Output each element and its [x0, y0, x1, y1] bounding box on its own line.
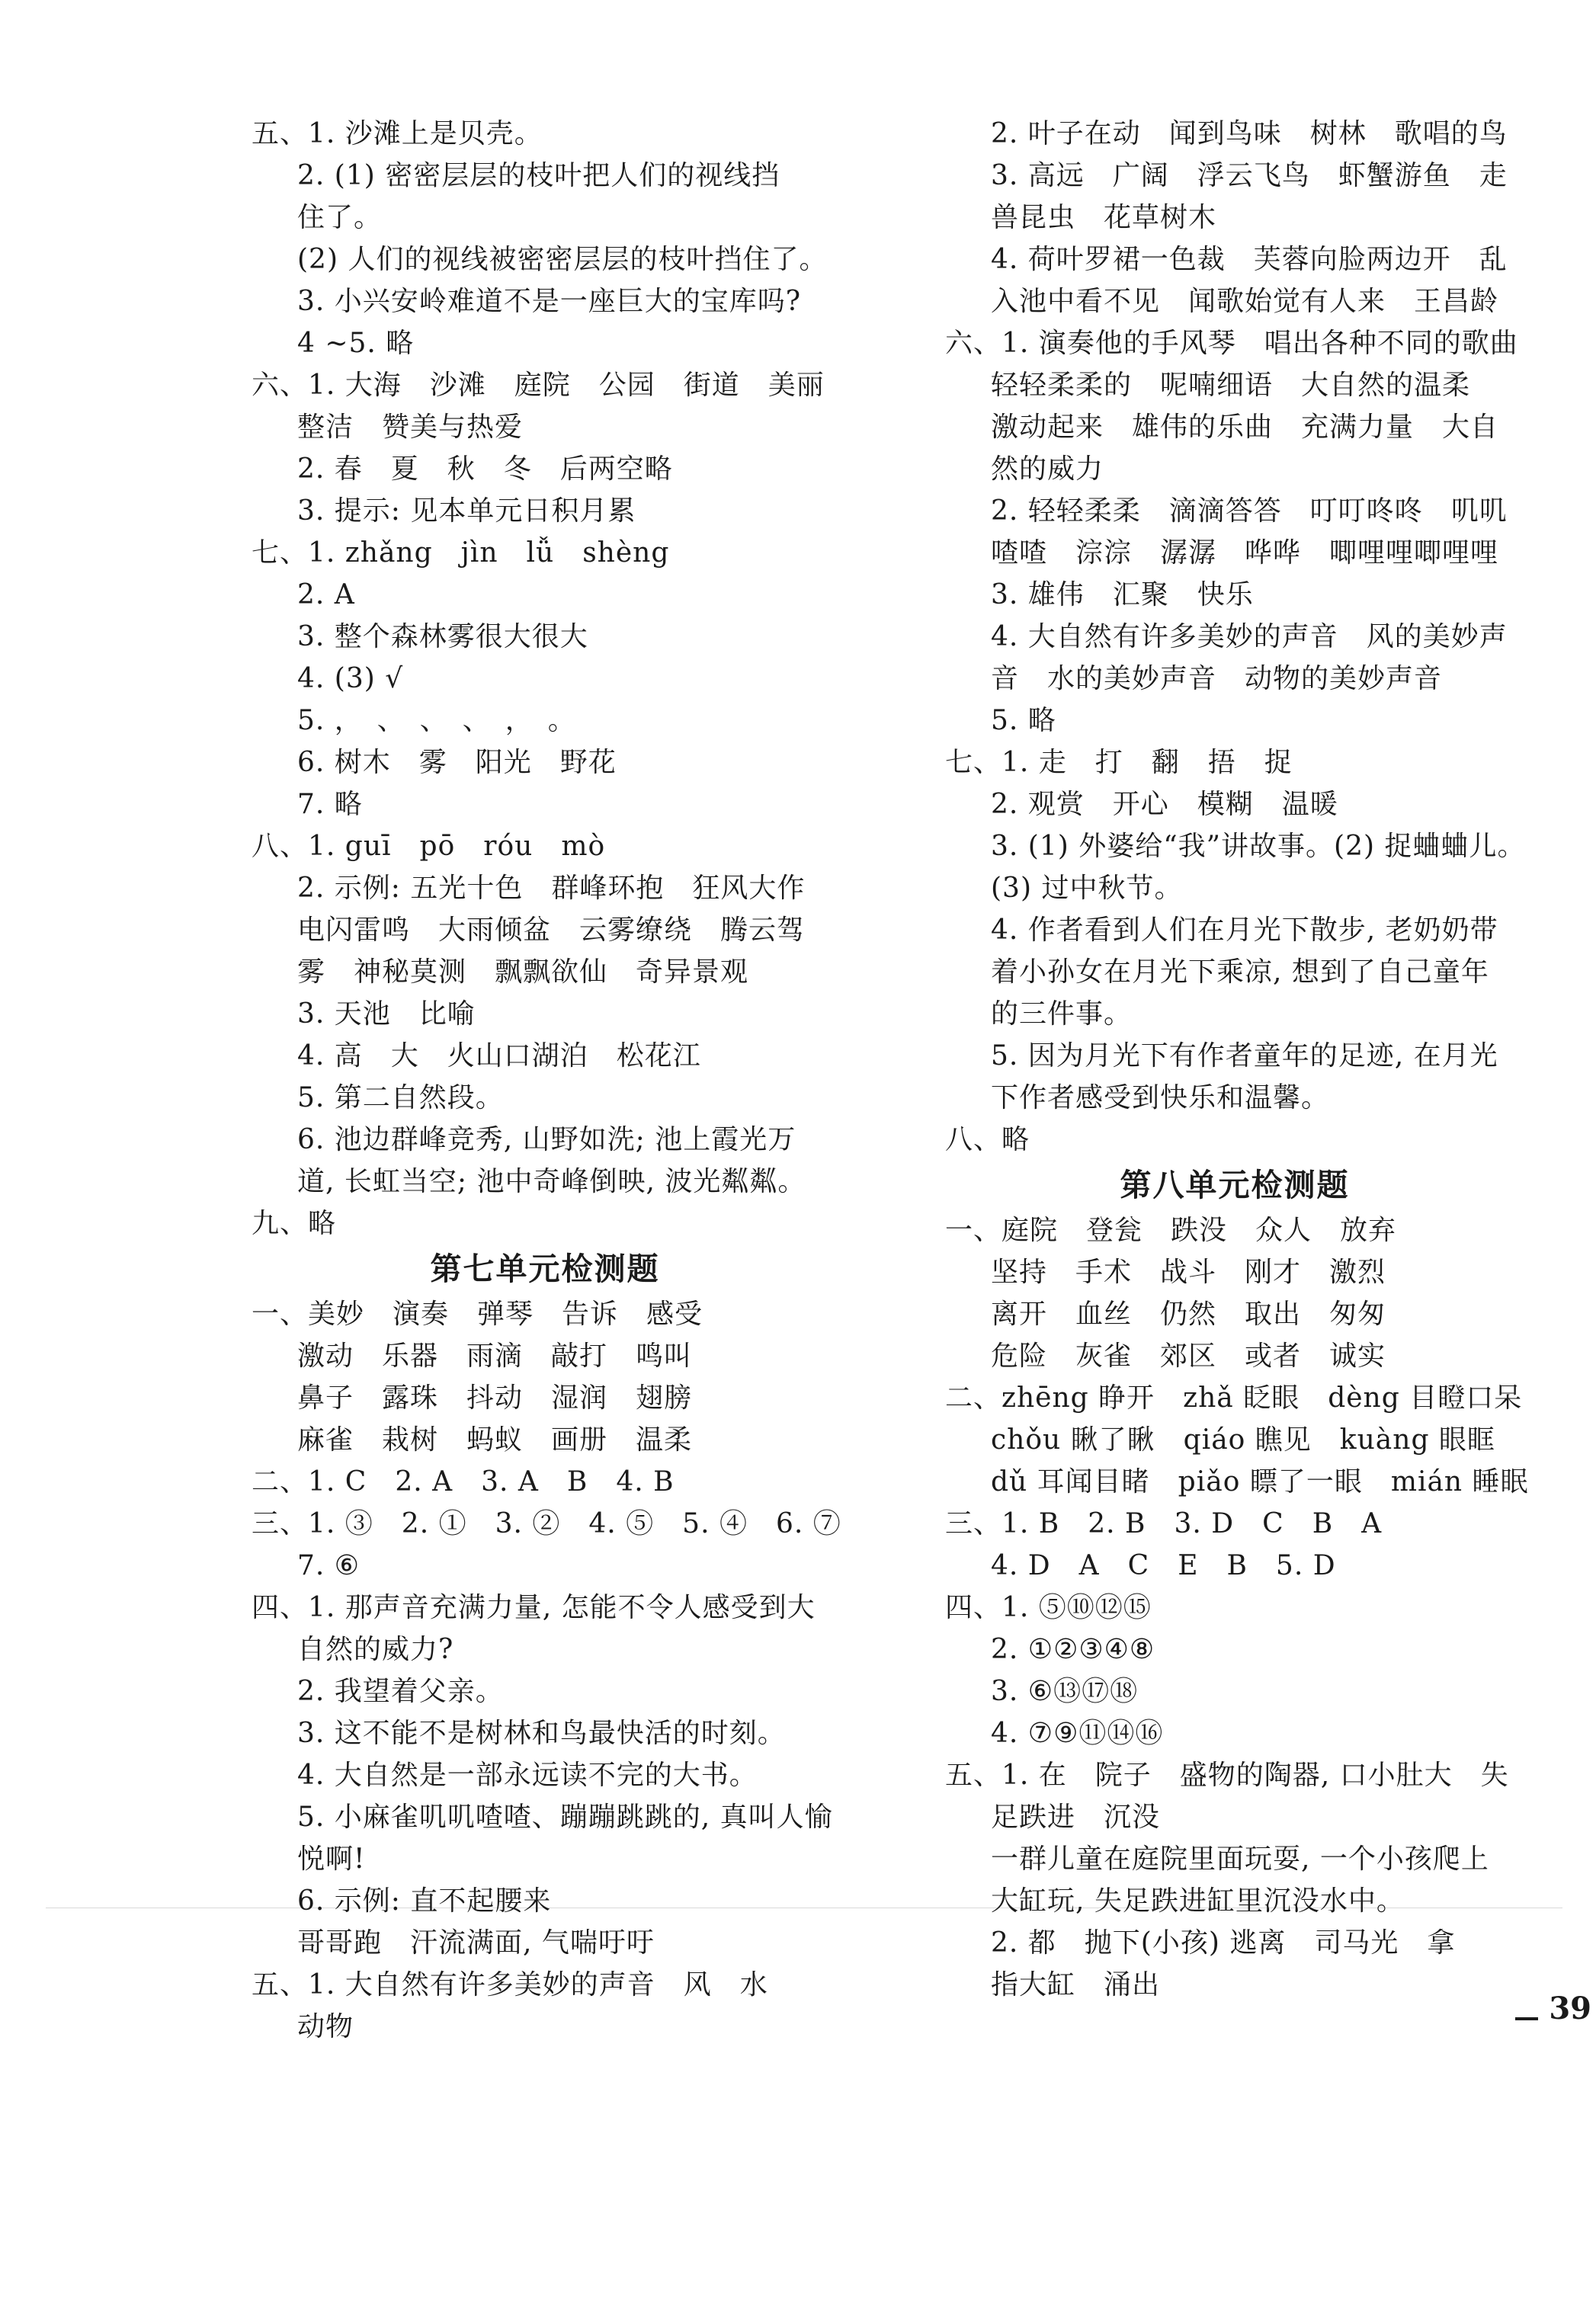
answer-line: 自然的威力? — [297, 1634, 454, 1665]
answer-line: 麻雀 栽树 蚂蚁 画册 温柔 — [297, 1424, 693, 1456]
answer-line: 3. 高远 广阔 浮云飞鸟 虾蟹游鱼 走 — [991, 160, 1508, 191]
answer-line: 3. 这不能不是树林和鸟最快活的时刻。 — [297, 1718, 786, 1749]
answer-line: 4. D A C E B 5. D — [991, 1550, 1336, 1581]
answer-line: 音 水的美妙声音 动物的美妙声音 — [991, 663, 1443, 694]
answer-line: 九、略 — [252, 1208, 337, 1239]
answer-line: 2. ①②③④⑧ — [991, 1634, 1155, 1665]
page-number: 39 — [1549, 1991, 1591, 2026]
answer-line: 5. 小麻雀叽叽喳喳、蹦蹦跳跳的, 真叫人愉 — [297, 1802, 833, 1833]
answer-line: 4. 高 大 火山口湖泊 松花江 — [297, 1040, 701, 1072]
answer-line: 3. 小兴安岭难道不是一座巨大的宝库吗? — [297, 286, 802, 317]
answer-line: 2. 观赏 开心 模糊 温暖 — [991, 789, 1338, 820]
answer-line: 2. 示例: 五光十色 群峰环抱 狂风大作 — [297, 873, 806, 904]
answer-line: 五、1. 沙滩上是贝壳。 — [252, 118, 543, 149]
answer-line: 2. (1) 密密层层的枝叶把人们的视线挡 — [297, 160, 780, 191]
answer-line: 3. 提示: 见本单元日积月累 — [297, 495, 636, 527]
answer-line: 一群儿童在庭院里面玩耍, 一个小孩爬上 — [991, 1844, 1489, 1875]
answer-line: 整洁 赞美与热爱 — [297, 412, 524, 443]
answer-line: 2. A — [297, 579, 355, 610]
answer-line: 7. ⑥ — [297, 1550, 361, 1581]
answer-line: 鼻子 露珠 抖动 湿润 翅膀 — [297, 1382, 693, 1414]
answer-line: 悦啊! — [297, 1844, 366, 1875]
answer-line: 3. (1) 外婆给“我”讲故事。(2) 捉蛐蛐儿。 — [991, 831, 1526, 862]
answer-line: 2. 我望着父亲。 — [297, 1676, 504, 1707]
answer-line: 七、1. 走 打 翻 捂 捉 — [945, 747, 1293, 778]
answer-line: 6. 池边群峰竞秀, 山野如洗; 池上霞光万 — [297, 1124, 796, 1155]
answer-line: 3. 雄伟 汇聚 快乐 — [991, 579, 1254, 610]
answer-line: 5. 因为月光下有作者童年的足迹, 在月光 — [991, 1040, 1498, 1072]
answer-line: (3) 过中秋节。 — [991, 873, 1183, 904]
answer-line: 道, 长虹当空; 池中奇峰倒映, 波光粼粼。 — [297, 1166, 806, 1197]
answer-line: 入池中看不见 闻歌始觉有人来 王昌龄 — [991, 286, 1499, 317]
answer-line: 2. 都 抛下(小孩) 逃离 司马光 拿 — [991, 1927, 1456, 1959]
answer-line: 大缸玩, 失足跌进缸里沉没水中。 — [991, 1885, 1405, 1917]
answer-line: 六、1. 演奏他的手风琴 唱出各种不同的歌曲 — [945, 328, 1518, 359]
answer-line: 离开 血丝 仍然 取出 匆匆 — [991, 1299, 1386, 1330]
answer-line: 动物 — [297, 2011, 354, 2042]
answer-line: 5. 略 — [991, 705, 1056, 736]
answer-column-left — [252, 113, 841, 2048]
answer-line: 坚持 手术 战斗 刚才 激烈 — [991, 1257, 1386, 1288]
answer-line: 八、1. guī pō róu mò — [252, 831, 606, 862]
answer-line: 6. 示例: 直不起腰来 — [297, 1885, 552, 1917]
answer-line: 电闪雷鸣 大雨倾盆 云雾缭绕 腾云驾 — [297, 915, 806, 946]
answer-line: 二、zhēng 睁开 zhǎ 眨眼 dèng 目瞪口呆 — [945, 1382, 1523, 1414]
answer-line: 2. 春 夏 秋 冬 后两空略 — [297, 453, 673, 485]
answer-line: 四、1. 那声音充满力量, 怎能不令人感受到大 — [252, 1592, 816, 1623]
answer-line: 五、1. 在 院子 盛物的陶器, 口小肚大 失 — [945, 1760, 1509, 1791]
answer-line: dǔ 耳闻目睹 piǎo 瞟了一眼 mián 睡眠 — [991, 1466, 1529, 1498]
page-number-dash — [1515, 2017, 1538, 2020]
answer-line: 3. 天池 比喻 — [297, 998, 476, 1030]
answer-line: 六、1. 大海 沙滩 庭院 公园 街道 美丽 — [252, 370, 825, 401]
answer-line: 二、1. C 2. A 3. A B 4. B — [252, 1466, 675, 1498]
answer-line: 4. ⑦⑨⑪⑭⑯ — [991, 1718, 1164, 1749]
answer-line: 着小孙女在月光下乘凉, 想到了自己童年 — [991, 956, 1489, 988]
answer-line: 喳喳 淙淙 潺潺 哗哗 唧哩哩唧哩哩 — [991, 537, 1499, 569]
answer-line: 4. 大自然是一部永远读不完的大书。 — [297, 1760, 758, 1791]
answer-line: 激动起来 雄伟的乐曲 充满力量 大自 — [991, 412, 1499, 443]
answer-line: 哥哥跑 汗流满面, 气喘吁吁 — [297, 1927, 655, 1959]
section-heading: 第七单元检测题 — [430, 1251, 660, 1287]
answer-line: 7. 略 — [297, 789, 363, 820]
answer-line: 4. 荷叶罗裙一色裁 芙蓉向脸两边开 乱 — [991, 244, 1508, 275]
answer-line: 四、1. ⑤⑩⑫⑮ — [945, 1592, 1152, 1623]
answer-line: 2. 轻轻柔柔 滴滴答答 叮叮咚咚 叽叽 — [991, 495, 1508, 527]
answer-line: 3. ⑥⑬⑰⑱ — [991, 1676, 1139, 1707]
answer-line: 一、庭院 登瓮 跌没 众人 放弃 — [945, 1215, 1397, 1246]
answer-line: 住了。 — [297, 202, 383, 233]
answer-line: 4. (3) √ — [297, 663, 404, 694]
answer-line: (2) 人们的视线被密密层层的枝叶挡住了。 — [297, 244, 828, 275]
answer-line: 然的威力 — [991, 453, 1104, 485]
answer-line: 4. 作者看到人们在月光下散步, 老奶奶带 — [991, 915, 1498, 946]
answer-line: 轻轻柔柔的 呢喃细语 大自然的温柔 — [991, 370, 1471, 401]
answer-line: 七、1. zhǎng jìn lǚ shèng — [252, 537, 670, 569]
answer-line: 指大缸 涌出 — [991, 1969, 1161, 2000]
answer-line: 6. 树木 雾 阳光 野花 — [297, 747, 617, 778]
answer-line: 雾 神秘莫测 飘飘欲仙 奇异景观 — [297, 956, 749, 988]
answer-line: 一、美妙 演奏 弹琴 告诉 感受 — [252, 1299, 703, 1330]
answer-line: 下作者感受到快乐和温馨。 — [991, 1082, 1330, 1113]
answer-column-right — [945, 113, 1529, 2006]
answer-line: 3. 整个森林雾很大很大 — [297, 621, 588, 652]
answer-line: 足跌进 沉没 — [991, 1802, 1161, 1833]
answer-line: chǒu 瞅了瞅 qiáo 瞧见 kuàng 眼眶 — [991, 1424, 1495, 1456]
answer-line: 三、1. ③ 2. ① 3. ② 4. ⑤ 5. ④ 6. ⑦ — [252, 1508, 841, 1539]
answer-line: 兽昆虫 花草树木 — [991, 202, 1217, 233]
answer-line: 三、1. B 2. B 3. D C B A — [945, 1508, 1383, 1539]
answer-line: 4. 大自然有许多美妙的声音 风的美妙声 — [991, 621, 1508, 652]
section-heading: 第八单元检测题 — [1120, 1167, 1350, 1203]
answer-line: 2. 叶子在动 闻到鸟味 树林 歌唱的鸟 — [991, 118, 1508, 149]
answer-line: 的三件事。 — [991, 998, 1133, 1030]
answer-line: 危险 灰雀 郊区 或者 诚实 — [991, 1341, 1386, 1372]
answer-line: 激动 乐器 雨滴 敲打 鸣叫 — [297, 1341, 693, 1372]
answer-line: 5. 第二自然段。 — [297, 1082, 504, 1113]
answer-line: 5. ， 、 、 、 ， 。 — [297, 705, 576, 736]
answer-line: 五、1. 大自然有许多美妙的声音 风 水 — [252, 1969, 768, 2000]
answer-line: 4 ~5. 略 — [297, 328, 415, 359]
answer-line: 八、略 — [945, 1124, 1030, 1155]
